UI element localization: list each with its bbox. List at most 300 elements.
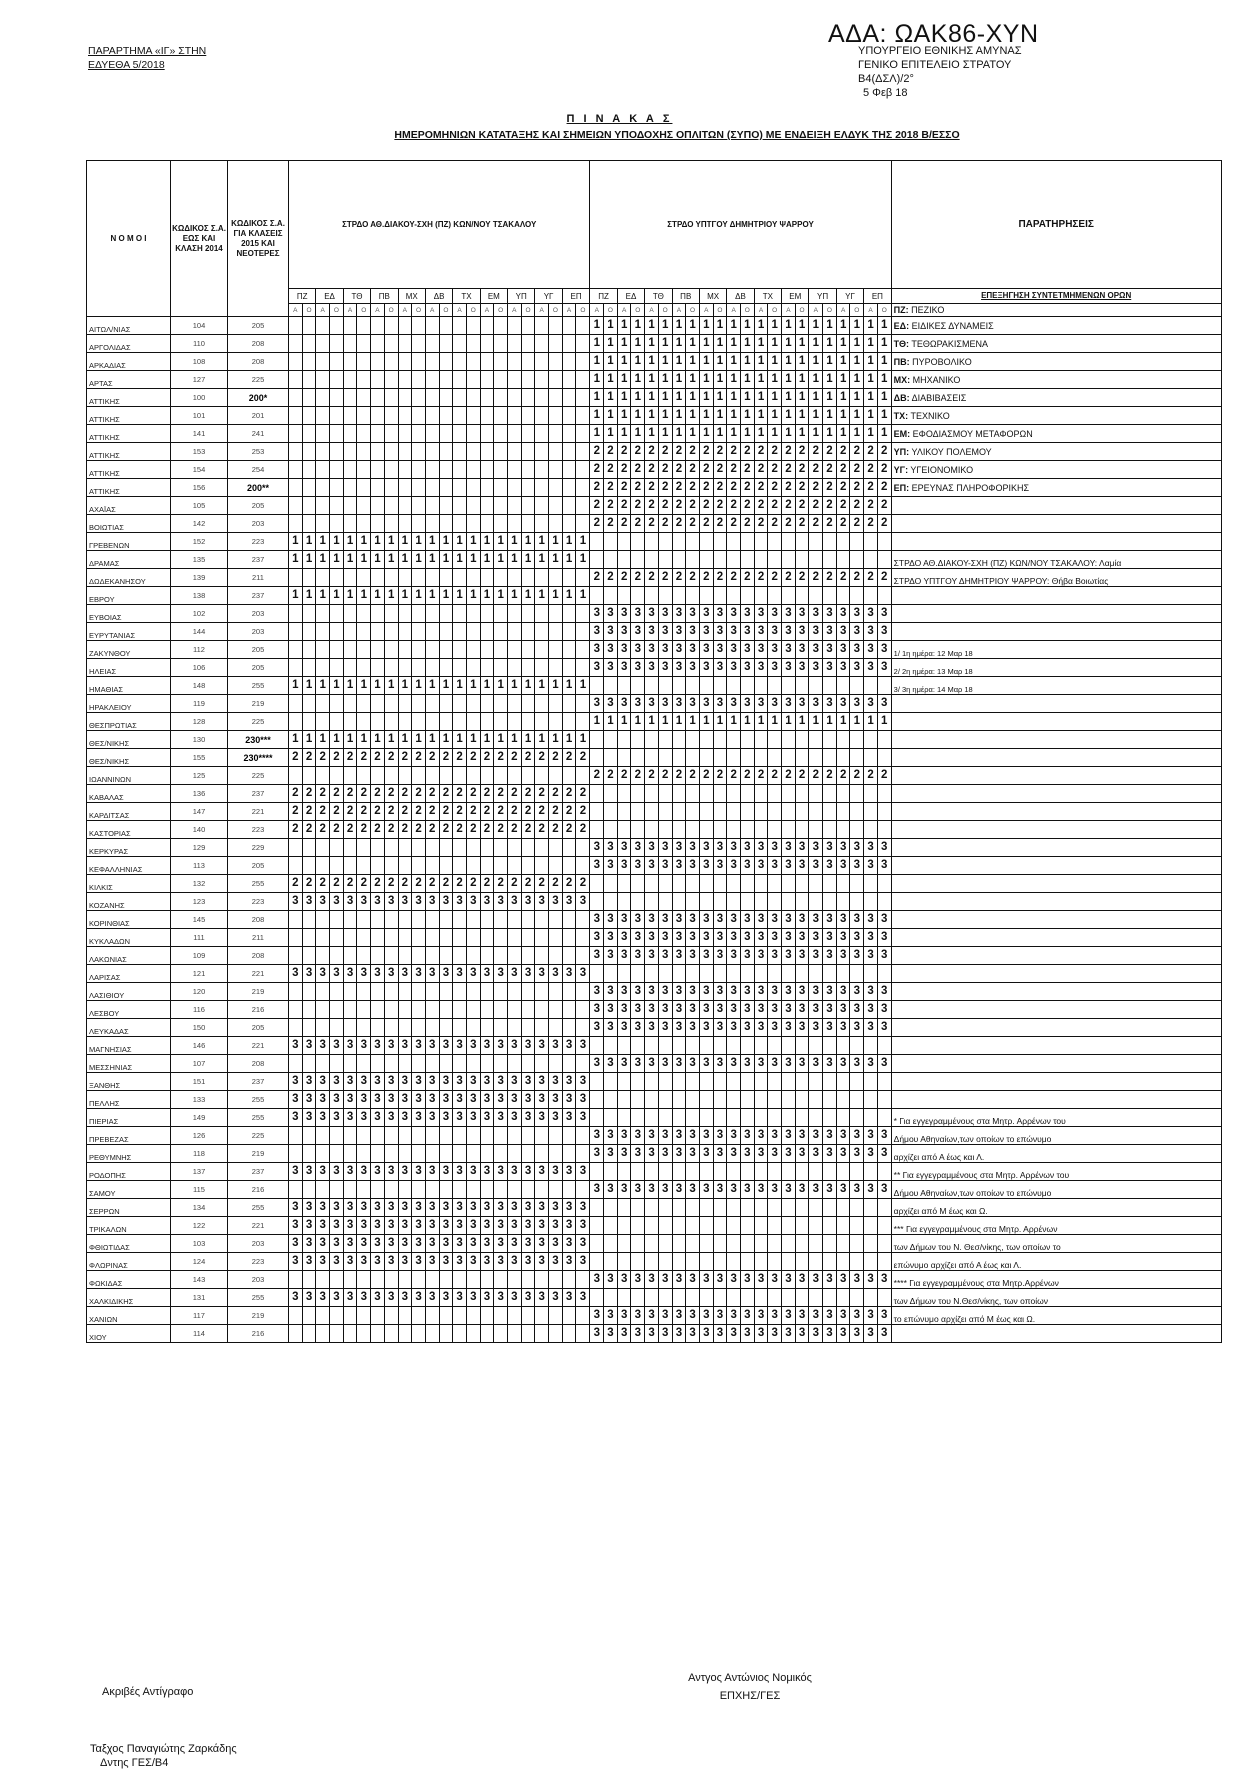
camp2-day: 3 <box>836 1019 850 1037</box>
camp2-day: 3 <box>877 947 891 965</box>
camp1-day <box>453 605 467 623</box>
camp2-day <box>645 1109 659 1127</box>
table-row <box>87 569 1222 587</box>
camp2-day: 3 <box>645 947 659 965</box>
camp1-day <box>521 623 535 641</box>
camp2-day <box>604 875 618 893</box>
camp2-day <box>836 1217 850 1235</box>
camp1-day: 3 <box>480 1163 494 1181</box>
camp2-day: 2 <box>877 767 891 785</box>
camp1-day <box>384 371 398 389</box>
camp2-day <box>823 749 837 767</box>
camp1-day: 3 <box>384 1091 398 1109</box>
camp1-day: 1 <box>343 731 357 749</box>
camp2-day <box>590 551 604 569</box>
camp1-day <box>549 1127 563 1145</box>
camp1-day: 3 <box>508 1199 522 1217</box>
ao-header: Α <box>425 304 439 317</box>
camp1-day: 3 <box>425 1289 439 1307</box>
camp1-day: 3 <box>302 1037 316 1055</box>
camp2-day <box>754 1109 768 1127</box>
camp1-day: 3 <box>302 1217 316 1235</box>
camp2-day <box>699 1199 713 1217</box>
camp1-day <box>302 407 316 425</box>
camp2-day: 2 <box>782 767 796 785</box>
camp1-day <box>494 1055 508 1073</box>
camp2-day: 1 <box>672 353 686 371</box>
camp2-day: 3 <box>590 641 604 659</box>
table-row <box>87 875 1222 893</box>
code-2015: 255 <box>228 1109 289 1127</box>
camp2-day: 1 <box>713 353 727 371</box>
camp2-day: 1 <box>713 425 727 443</box>
camp2-day: 3 <box>795 641 809 659</box>
camp2-day: 3 <box>686 659 700 677</box>
camp2-day: 1 <box>590 389 604 407</box>
nomos-name: ΗΡΑΚΛΕΙΟΥ <box>87 695 171 713</box>
camp2-day: 3 <box>604 929 618 947</box>
camp1-day <box>302 1055 316 1073</box>
camp2-day: 1 <box>699 317 713 335</box>
camp2-day: 2 <box>795 479 809 497</box>
camp1-day <box>425 479 439 497</box>
col-code-2015: ΚΩΔΙΚΟΣ Σ.Α. ΓΙΑ ΚΛΑΣΕΙΣ 2015 ΚΑΙ ΝΕΟΤΕΡΕΣ <box>228 161 289 317</box>
table-row <box>87 965 1222 983</box>
camp1-day <box>466 911 480 929</box>
ao-header: Α <box>836 304 850 317</box>
camp1-day: 1 <box>535 677 549 695</box>
camp2-day <box>809 1073 823 1091</box>
camp1-day: 2 <box>508 785 522 803</box>
camp1-day <box>521 641 535 659</box>
camp1-day <box>439 857 453 875</box>
camp1-day: 2 <box>398 749 412 767</box>
camp1-day: 1 <box>289 677 303 695</box>
camp2-day: 3 <box>604 641 618 659</box>
table-row <box>87 821 1222 839</box>
camp2-day: 2 <box>658 497 672 515</box>
camp2-day: 2 <box>740 515 754 533</box>
camp1-day <box>521 389 535 407</box>
camp1-day <box>562 1001 576 1019</box>
camp1-day <box>371 1325 385 1343</box>
camp2-day: 3 <box>782 1127 796 1145</box>
camp1-day <box>425 839 439 857</box>
camp2-day <box>617 551 631 569</box>
camp1-day: 3 <box>330 1289 344 1307</box>
camp1-day: 2 <box>412 875 426 893</box>
camp1-day <box>398 1001 412 1019</box>
camp1-day <box>357 569 371 587</box>
camp1-day: 1 <box>439 677 453 695</box>
camp1-day: 2 <box>343 803 357 821</box>
camp1-day <box>521 839 535 857</box>
camp2-day: 3 <box>864 929 878 947</box>
camp2-day: 3 <box>850 983 864 1001</box>
code-2014: 110 <box>171 335 228 353</box>
camp2-day <box>686 875 700 893</box>
nomos-name: ΑΤΤΙΚΗΣ <box>87 461 171 479</box>
camp1-day: 3 <box>535 1253 549 1271</box>
camp2-day: 3 <box>740 857 754 875</box>
camp1-day <box>535 497 549 515</box>
camp1-day: 2 <box>549 875 563 893</box>
camp2-day: 2 <box>645 569 659 587</box>
camp1-day <box>425 911 439 929</box>
camp1-day <box>302 659 316 677</box>
camp2-day: 3 <box>672 1145 686 1163</box>
camp1-day: 3 <box>357 1199 371 1217</box>
camp1-day <box>508 515 522 533</box>
camp2-day: 3 <box>699 623 713 641</box>
camp2-day: 3 <box>836 623 850 641</box>
camp2-day <box>604 1073 618 1091</box>
camp1-day: 1 <box>439 551 453 569</box>
camp2-day: 3 <box>713 641 727 659</box>
table-row <box>87 1019 1222 1037</box>
camp2-day: 3 <box>754 623 768 641</box>
camp2-day: 2 <box>672 443 686 461</box>
camp1-day <box>371 605 385 623</box>
camp1-day <box>576 371 590 389</box>
camp1-day: 1 <box>330 533 344 551</box>
code-2014: 112 <box>171 641 228 659</box>
ao-header: Α <box>754 304 768 317</box>
camp1-day <box>562 1055 576 1073</box>
camp2-day: 3 <box>631 857 645 875</box>
remarks-cell <box>891 803 1221 821</box>
camp1-day <box>535 335 549 353</box>
table-row <box>87 1001 1222 1019</box>
table-row <box>87 659 1222 677</box>
camp1-day <box>357 947 371 965</box>
camp1-day: 3 <box>453 1163 467 1181</box>
camp2-day: 1 <box>877 713 891 731</box>
camp1-day <box>453 497 467 515</box>
camp1-day <box>494 911 508 929</box>
camp1-day: 3 <box>562 1037 576 1055</box>
camp1-day <box>453 695 467 713</box>
camp1-day <box>466 515 480 533</box>
camp1-day <box>357 857 371 875</box>
code-2014: 105 <box>171 497 228 515</box>
camp1-day <box>412 659 426 677</box>
camp2-day: 3 <box>740 839 754 857</box>
table-row <box>87 407 1222 425</box>
camp1-day: 3 <box>289 1235 303 1253</box>
camp1-day: 1 <box>412 587 426 605</box>
camp1-day <box>302 371 316 389</box>
camp1-day <box>494 317 508 335</box>
camp2-day: 3 <box>864 857 878 875</box>
camp1-day <box>398 317 412 335</box>
camp2-day: 3 <box>877 1055 891 1073</box>
table-row <box>87 1109 1222 1127</box>
branch-header: ΠΖ <box>590 289 617 304</box>
camp1-day: 3 <box>439 1073 453 1091</box>
camp1-day <box>384 605 398 623</box>
camp1-day <box>425 317 439 335</box>
camp2-day <box>754 965 768 983</box>
camp1-day: 3 <box>343 1217 357 1235</box>
code-2015: 200** <box>228 479 289 497</box>
camp2-day: 3 <box>713 1145 727 1163</box>
branch-header: ΕΠ <box>562 289 590 304</box>
camp2-day: 2 <box>823 461 837 479</box>
camp1-day <box>535 515 549 533</box>
camp2-day: 1 <box>850 407 864 425</box>
camp1-day <box>316 479 330 497</box>
camp1-day: 1 <box>330 587 344 605</box>
camp2-day: 1 <box>590 407 604 425</box>
camp1-day <box>302 425 316 443</box>
camp1-day <box>398 947 412 965</box>
camp2-day: 3 <box>877 605 891 623</box>
camp2-day: 2 <box>850 461 864 479</box>
camp2-day: 3 <box>631 1001 645 1019</box>
camp2-day <box>768 803 782 821</box>
camp2-day <box>768 1235 782 1253</box>
camp1-day <box>466 947 480 965</box>
camp1-day <box>316 929 330 947</box>
camp1-day <box>466 497 480 515</box>
camp2-day: 1 <box>590 317 604 335</box>
camp2-day <box>809 1289 823 1307</box>
camp2-day: 3 <box>658 1271 672 1289</box>
camp1-day: 3 <box>302 965 316 983</box>
camp1-day <box>412 713 426 731</box>
abbr-text: ΤΕΧΝΙΚΟ <box>910 410 950 421</box>
camp2-day: 3 <box>740 1127 754 1145</box>
camp2-day: 1 <box>631 371 645 389</box>
camp2-day: 1 <box>823 407 837 425</box>
camp1-day <box>343 515 357 533</box>
camp1-day: 3 <box>343 1289 357 1307</box>
code-2015: 208 <box>228 911 289 929</box>
ao-header: Ο <box>740 304 754 317</box>
camp2-day: 3 <box>645 1127 659 1145</box>
camp2-day: 2 <box>809 461 823 479</box>
camp2-day: 3 <box>795 947 809 965</box>
camp1-day <box>384 497 398 515</box>
camp1-day <box>466 605 480 623</box>
camp2-day <box>672 1073 686 1091</box>
camp2-day <box>782 1163 796 1181</box>
camp1-day <box>371 983 385 1001</box>
camp2-day: 3 <box>645 1001 659 1019</box>
camp1-day: 1 <box>576 551 590 569</box>
camp2-day: 2 <box>686 443 700 461</box>
camp2-day: 1 <box>631 425 645 443</box>
camp1-day <box>289 335 303 353</box>
camp1-day: 3 <box>466 1109 480 1127</box>
camp1-day <box>480 1145 494 1163</box>
camp2-day <box>672 893 686 911</box>
camp1-day: 2 <box>412 749 426 767</box>
code-2014: 102 <box>171 605 228 623</box>
camp1-day: 3 <box>289 965 303 983</box>
camp1-day: 3 <box>330 1073 344 1091</box>
camp2-day <box>768 587 782 605</box>
camp1-day <box>316 443 330 461</box>
camp2-day: 3 <box>645 983 659 1001</box>
camp1-day: 3 <box>535 893 549 911</box>
camp2-day: 3 <box>754 911 768 929</box>
code-2015: 221 <box>228 1037 289 1055</box>
camp2-day: 3 <box>590 623 604 641</box>
camp1-day <box>371 659 385 677</box>
camp1-day <box>316 911 330 929</box>
camp2-day <box>645 1253 659 1271</box>
camp1-day <box>343 425 357 443</box>
camp1-day <box>466 767 480 785</box>
camp1-day: 2 <box>302 749 316 767</box>
camp2-day: 3 <box>782 839 796 857</box>
camp2-day: 3 <box>782 947 796 965</box>
camp2-day: 3 <box>631 1055 645 1073</box>
camp2-day <box>768 1091 782 1109</box>
camp2-day: 3 <box>590 911 604 929</box>
camp2-day <box>740 1235 754 1253</box>
camp1-day: 2 <box>357 821 371 839</box>
camp2-day: 2 <box>877 515 891 533</box>
camp1-day <box>412 317 426 335</box>
camp1-day: 2 <box>357 785 371 803</box>
camp2-day <box>754 1217 768 1235</box>
camp2-day: 3 <box>754 1001 768 1019</box>
nomos-name: ΣΑΜΟΥ <box>87 1181 171 1199</box>
camp1-day <box>535 371 549 389</box>
camp1-day <box>535 659 549 677</box>
abbr-text: ΠΕΖΙΚΟ <box>911 305 945 315</box>
camp2-day: 1 <box>864 317 878 335</box>
camp1-day <box>371 353 385 371</box>
camp2-day <box>617 1109 631 1127</box>
camp2-day: 2 <box>699 461 713 479</box>
camp1-day <box>316 839 330 857</box>
camp2-day <box>658 821 672 839</box>
camp2-day <box>617 1199 631 1217</box>
camp2-day: 3 <box>809 947 823 965</box>
table-row <box>87 983 1222 1001</box>
camp2-day <box>617 1037 631 1055</box>
camp1-day <box>521 605 535 623</box>
camp2-day: 2 <box>617 479 631 497</box>
camp2-day <box>877 1163 891 1181</box>
camp2-day: 2 <box>645 479 659 497</box>
camp1-day: 1 <box>398 587 412 605</box>
camp1-day <box>466 857 480 875</box>
camp1-day <box>343 1271 357 1289</box>
camp2-day: 3 <box>795 659 809 677</box>
abbr-code: ΔΒ: <box>893 392 910 403</box>
camp2-day: 3 <box>782 929 796 947</box>
camp1-day <box>289 857 303 875</box>
camp1-day <box>535 983 549 1001</box>
ao-header: Α <box>316 304 330 317</box>
camp2-day: 3 <box>672 947 686 965</box>
code-2014: 128 <box>171 713 228 731</box>
camp2-day: 3 <box>727 929 741 947</box>
camp1-day: 3 <box>466 1289 480 1307</box>
nomos-name: ΠΡΕΒΕΖΑΣ <box>87 1127 171 1145</box>
remarks-cell <box>891 1037 1221 1055</box>
camp2-day: 2 <box>864 479 878 497</box>
camp1-day <box>521 947 535 965</box>
table-row <box>87 371 1222 389</box>
camp1-day <box>330 1145 344 1163</box>
camp2-day: 3 <box>590 1019 604 1037</box>
camp1-day: 2 <box>425 803 439 821</box>
camp1-day: 2 <box>398 875 412 893</box>
camp2-day <box>631 821 645 839</box>
code-2014: 108 <box>171 353 228 371</box>
camp1-day <box>508 1055 522 1073</box>
camp1-day: 2 <box>343 821 357 839</box>
camp1-day <box>316 623 330 641</box>
camp2-day: 1 <box>686 371 700 389</box>
camp1-day <box>576 695 590 713</box>
camp1-day <box>562 1181 576 1199</box>
camp2-day <box>864 803 878 821</box>
camp2-day: 3 <box>740 623 754 641</box>
camp1-day <box>289 407 303 425</box>
camp2-day <box>699 1037 713 1055</box>
camp1-day <box>480 317 494 335</box>
camp1-day: 3 <box>576 1163 590 1181</box>
camp1-day <box>412 1001 426 1019</box>
camp1-day <box>576 947 590 965</box>
camp1-day <box>466 659 480 677</box>
camp2-day <box>604 749 618 767</box>
ao-header: Α <box>864 304 878 317</box>
camp2-day: 2 <box>836 479 850 497</box>
camp1-day <box>494 497 508 515</box>
camp2-day: 3 <box>699 1019 713 1037</box>
camp1-day <box>384 713 398 731</box>
camp1-day: 2 <box>494 803 508 821</box>
ao-header: Α <box>672 304 686 317</box>
camp1-day: 3 <box>549 1235 563 1253</box>
camp2-day: 2 <box>836 461 850 479</box>
camp2-day <box>686 731 700 749</box>
camp1-day <box>357 641 371 659</box>
camp2-day: 3 <box>672 983 686 1001</box>
camp1-day <box>562 461 576 479</box>
camp1-day <box>316 1325 330 1343</box>
camp2-day <box>631 1289 645 1307</box>
camp1-day <box>398 425 412 443</box>
camp2-day <box>645 965 659 983</box>
camp2-day: 3 <box>768 1271 782 1289</box>
camp1-day <box>398 407 412 425</box>
camp2-day: 3 <box>850 839 864 857</box>
nomos-name: ΕΒΡΟΥ <box>87 587 171 605</box>
camp1-day: 1 <box>316 587 330 605</box>
code-2015: 205 <box>228 659 289 677</box>
camp2-day: 2 <box>754 497 768 515</box>
camp1-day: 2 <box>576 821 590 839</box>
code-2014: 121 <box>171 965 228 983</box>
table-row <box>87 731 1222 749</box>
camp1-day: 3 <box>371 1235 385 1253</box>
camp1-day <box>357 767 371 785</box>
camp1-day: 3 <box>357 1289 371 1307</box>
camp2-day: 3 <box>658 1127 672 1145</box>
ao-header: Α <box>645 304 659 317</box>
camp1-day <box>302 1325 316 1343</box>
camp1-day: 3 <box>453 1073 467 1091</box>
